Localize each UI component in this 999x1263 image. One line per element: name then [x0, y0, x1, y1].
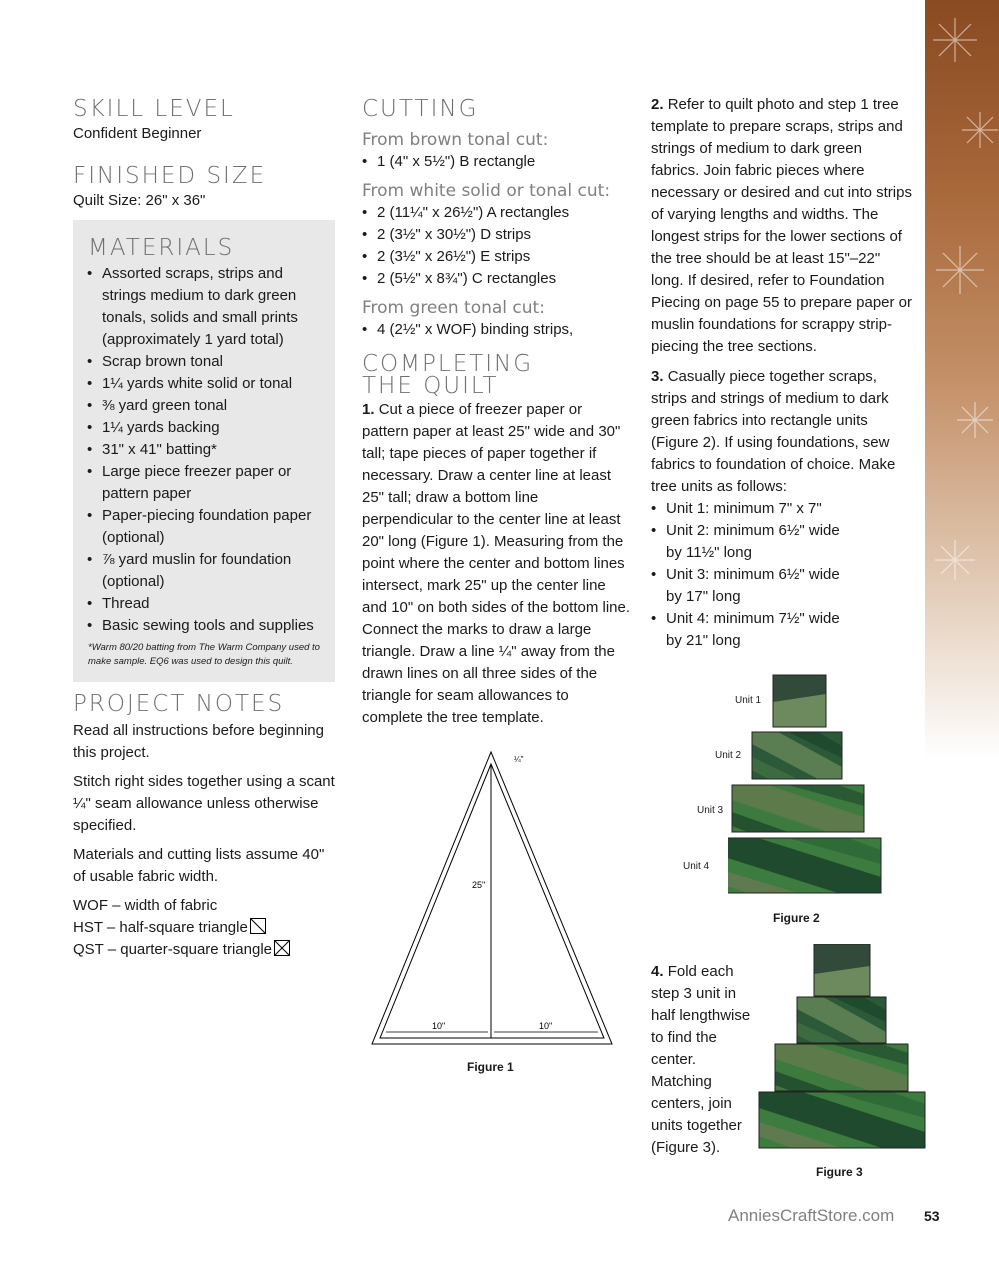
- finished-size-value: Quilt Size: 26" x 36": [73, 192, 206, 209]
- page-number: 53: [924, 1208, 940, 1224]
- step-2-number: 2.: [651, 96, 664, 113]
- height-label: 25": [472, 880, 486, 890]
- list-item: • ⅞ yard muslin for foundation (optional): [73, 549, 331, 593]
- right-width-label: 10": [539, 1021, 553, 1031]
- unit-2-label: Unit 2: [715, 750, 742, 761]
- list-item: • 2 (3½" x 30½") D strips: [362, 224, 630, 246]
- list-item: • Basic sewing tools and supplies: [73, 615, 331, 637]
- step-4-number: 4.: [651, 963, 664, 980]
- step-2-text: Refer to quilt photo and step 1 tree template to prepare scraps, strips and strings of medium to dark green fabrics. Join fabric pieces where necessary or desired and cut into strips of varying lengths and widths. The longest strips for the lower sections of the tree should be at least 15"–22" long. If desired, refer to Foundation Piecing on page 55 to prepare paper or muslin foundations for scrappy strip-piecing the tree sections.: [651, 96, 913, 355]
- completing-heading-line1: COMPLETING: [362, 351, 534, 377]
- step-4: [651, 961, 751, 1159]
- step-4-paragraph: [651, 961, 751, 1159]
- step-1: [362, 399, 630, 729]
- left-width-label: 10": [432, 1021, 446, 1031]
- brown-cut-label: From brown tonal cut:: [362, 130, 549, 150]
- step-1-text: Cut a piece of freezer paper or pattern paper at least 25" wide and 30" tall; tape pieces of paper together if necessary. Draw a center line at least 25" tall; draw a bottom line perpendicular to the center line at least 20" long (Figure 1). Measuring from the point where the center and bottom lines intersect, mark 25" up the center line and 10" on both sides of the bottom line. Connect the marks to draw a large triangle. Draw a line ¼" away from the drawn lines on all three sides of the triangle for seam allowances to complete the tree template.: [362, 401, 631, 726]
- list-item: • ⅜ yard green tonal: [73, 395, 331, 417]
- right-column: [651, 94, 913, 652]
- unit-2-block: [752, 732, 842, 779]
- skill-level-value: Confident Beginner: [73, 125, 202, 142]
- white-cut-list: [362, 202, 630, 290]
- unit-3-block: [732, 785, 864, 832]
- list-item: • Scrap brown tonal: [73, 351, 331, 373]
- abbreviation-wof: WOF – width of fabric: [73, 897, 218, 914]
- decorative-fabric-strip: [925, 0, 999, 760]
- completing-heading-line2: THE QUILT: [362, 373, 499, 399]
- materials-list: [73, 263, 331, 637]
- list-item: • Unit 2: minimum 6½" wide by 11½" long: [651, 520, 841, 564]
- list-item: • 31" x 41" batting*: [73, 439, 331, 461]
- list-item: • 1¼ yards backing: [73, 417, 331, 439]
- list-item: • 2 (3½" x 26½") E strips: [362, 246, 630, 268]
- step-3-text: Casually piece together scraps, strips and strings of medium to dark green fabrics into rectangle units (Figure 2). If using foundations, sew fabrics to foundation of choice. Make tree units as follows:: [651, 368, 896, 495]
- footer-website: AnniesCraftStore.com: [728, 1206, 895, 1225]
- cutting-heading: CUTTING: [362, 96, 479, 122]
- project-notes: [73, 692, 338, 961]
- figure-3-assembled-tree: [757, 944, 927, 1152]
- skill-level-heading: SKILL LEVEL: [73, 96, 235, 122]
- step-4-text: Fold each step 3 unit in half lengthwise to find the center. Matching centers, join units together (Figure 3).: [651, 963, 751, 1156]
- unit-4-label: Unit 4: [683, 861, 710, 872]
- step-1-number: 1.: [362, 401, 375, 418]
- note-paragraph: Stitch right sides together using a scant ¼" seam allowance unless otherwise specified.: [73, 773, 335, 834]
- units-list: [651, 498, 841, 652]
- list-item: • 4 (2½" x WOF) binding strips,: [362, 319, 630, 341]
- unit-4-block: [728, 838, 881, 893]
- note-paragraph: Read all instructions before beginning this project.: [73, 722, 324, 761]
- materials-content: [73, 236, 331, 669]
- finished-size-heading: FINISHED SIZE: [73, 163, 267, 189]
- step-3: [651, 366, 913, 498]
- list-item: • Assorted scraps, strips and strings medium to dark green tonals, solids and small prints (approximately 1 yard total): [73, 263, 331, 351]
- figure-2-caption: Figure 2: [773, 911, 820, 925]
- figure-3-caption: Figure 3: [816, 1165, 863, 1179]
- list-item: • Unit 3: minimum 6½" wide by 17" long: [651, 564, 841, 608]
- list-item: • Paper-piecing foundation paper (optional): [73, 505, 331, 549]
- seam-allowance-label: ¼": [514, 755, 524, 764]
- abbreviation-qst: [73, 939, 338, 961]
- quarter-square-triangle-icon: [274, 940, 290, 956]
- white-cut-label: From white solid or tonal cut:: [362, 181, 611, 201]
- note-paragraph: Materials and cutting lists assume 40" of usable fabric width.: [73, 846, 325, 885]
- step-3-number: 3.: [651, 368, 664, 385]
- materials-note: *Warm 80/20 batting from The Warm Company used to make sample. EQ6 was used to design this quilt.: [88, 642, 320, 667]
- figure-1-caption: Figure 1: [467, 1060, 514, 1074]
- list-item: • Thread: [73, 593, 331, 615]
- green-cut-list: [362, 319, 630, 341]
- list-item: • 2 (11¼" x 26½") A rectangles: [362, 202, 630, 224]
- abbreviation-qst-text: QST – quarter-square triangle: [73, 941, 272, 958]
- materials-heading: MATERIALS: [88, 235, 235, 261]
- list-item: • Unit 4: minimum 7½" wide by 21" long: [651, 608, 841, 652]
- abbreviation-hst: [73, 917, 338, 939]
- list-item: • Unit 1: minimum 7" x 7": [651, 498, 841, 520]
- step-2: [651, 94, 913, 358]
- list-item: • 2 (5½" x 8¾") C rectangles: [362, 268, 630, 290]
- left-column: [73, 97, 343, 212]
- brown-cut-list: [362, 151, 630, 173]
- half-square-triangle-icon: [250, 918, 266, 934]
- abbreviation-hst-text: HST – half-square triangle: [73, 919, 248, 936]
- middle-column: [362, 97, 630, 729]
- list-item: • Large piece freezer paper or pattern paper: [73, 461, 331, 505]
- project-notes-heading: PROJECT NOTES: [73, 691, 285, 717]
- snowflake-pattern-icon: [925, 0, 999, 760]
- list-item: • 1 (4" x 5½") B rectangle: [362, 151, 630, 173]
- unit-3-label: Unit 3: [697, 805, 724, 816]
- green-cut-label: From green tonal cut:: [362, 298, 545, 318]
- unit-1-label: Unit 1: [735, 695, 762, 706]
- unit-1-block: [773, 675, 826, 727]
- figure-1-triangle: [362, 748, 622, 1048]
- list-item: • 1¼ yards white solid or tonal: [73, 373, 331, 395]
